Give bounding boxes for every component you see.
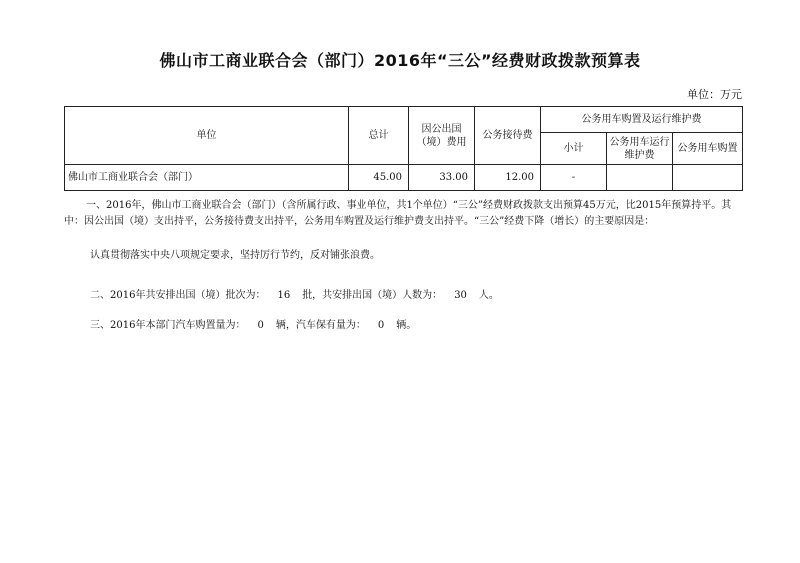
vehicle-owned-suffix: 辆。 <box>396 320 417 331</box>
cell-subtotal: - <box>541 165 607 191</box>
header-row-1 <box>65 107 743 133</box>
header-subtotal: 小计 <box>541 133 607 165</box>
cell-vehicle-operation <box>607 165 673 191</box>
note-paragraph-2: 认真贯彻落实中央八项规定要求，坚持厉行节约，反对铺张浪费。 <box>90 250 380 261</box>
page-title: 佛山市工商业联合会（部门）2016年“三公”经费财政拨款预算表 <box>159 51 641 70</box>
header-total: 总计 <box>349 107 409 165</box>
header-vehicle-purchase: 公务用车购置 <box>673 133 743 165</box>
vehicle-purchase-text: 三、2016年本部门汽车购置量为： <box>90 320 246 331</box>
budget-table <box>64 106 743 191</box>
overseas-batches-value: 16 <box>277 290 291 301</box>
overseas-batches-text: 二、2016年共安排出国（境）批次为： <box>90 290 266 301</box>
cell-reception: 12.00 <box>475 165 541 191</box>
overseas-people-text: 批，共安排出国（境）人数为： <box>302 290 443 301</box>
note-paragraph-3 <box>90 288 770 304</box>
note-paragraph-1: 一、2016年，佛山市工商业联合会（部门）（含所属行政、事业单位，共1个单位）“三公”经费财政拨款支出预算45万元，比2015年预算持平。其中：因公出国（境）支出持平，公务接待费支出持平，公务用车购置及运行维护费支出持平。“三公”经费下降（增长）的主要原因是： <box>64 200 732 227</box>
cell-unit: 佛山市工商业联合会（部门） <box>65 165 349 191</box>
header-vehicle-operation: 公务用车运行维护费 <box>607 133 673 165</box>
vehicle-owned-text: 辆，汽车保有量为： <box>275 320 366 331</box>
header-vehicle-group: 公务用车购置及运行维护费 <box>541 107 743 133</box>
header-unit: 单位 <box>65 107 349 165</box>
unit-label: 单位：万元 <box>687 88 742 101</box>
header-overseas: 因公出国（境）费用 <box>409 107 475 165</box>
vehicle-owned-value: 0 <box>377 320 385 331</box>
note-paragraph-4 <box>90 318 770 334</box>
overseas-people-value: 30 <box>454 290 467 301</box>
cell-overseas: 33.00 <box>409 165 475 191</box>
overseas-people-suffix: 人。 <box>478 290 499 301</box>
table-row <box>65 165 743 191</box>
cell-vehicle-purchase <box>673 165 743 191</box>
cell-total: 45.00 <box>349 165 409 191</box>
header-reception: 公务接待费 <box>475 107 541 165</box>
vehicle-purchase-value: 0 <box>257 320 264 331</box>
